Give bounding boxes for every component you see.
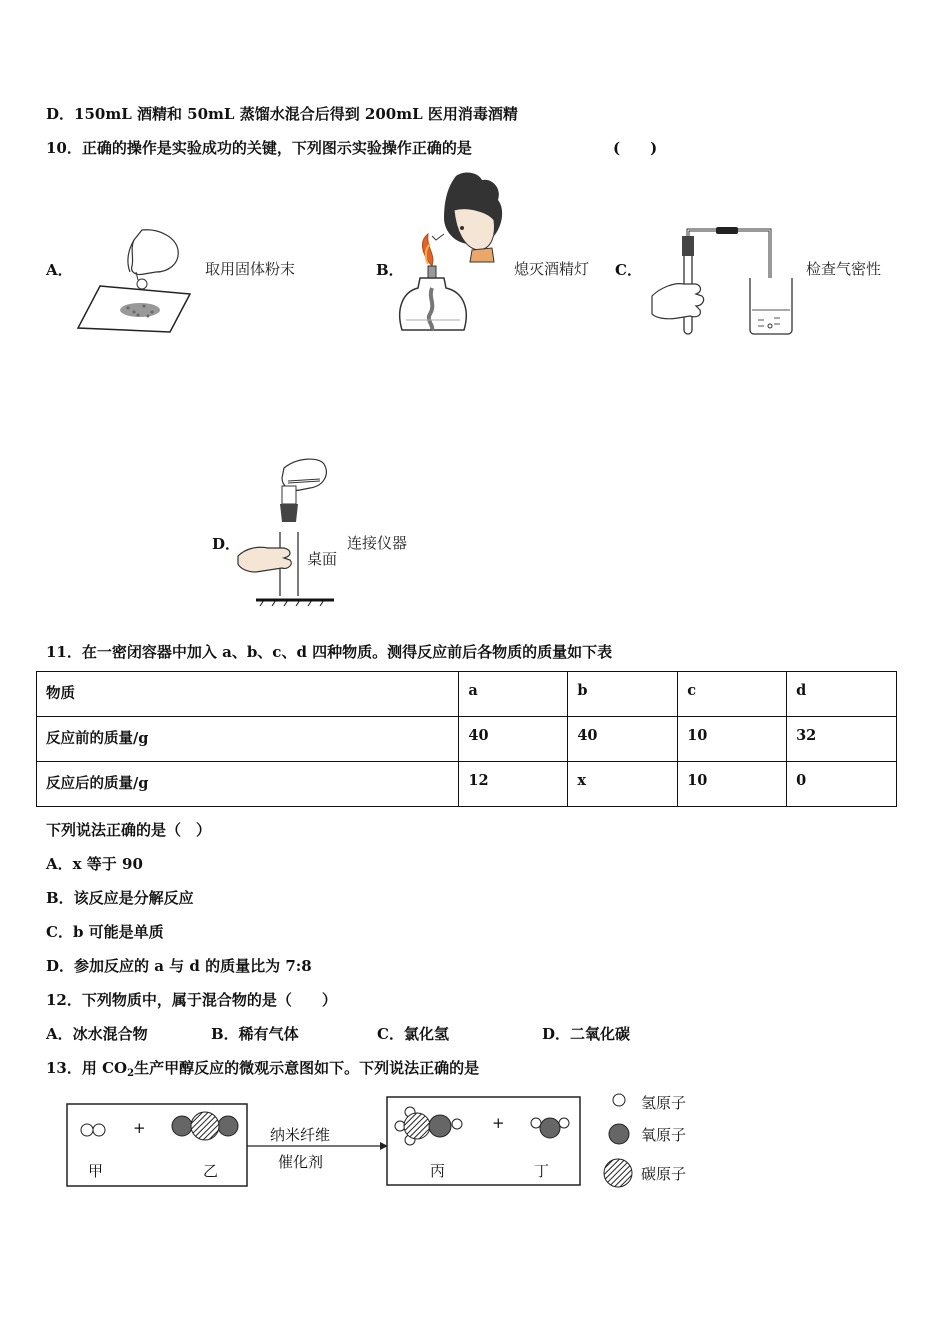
q12-option-b: B．稀有气体 bbox=[211, 1025, 299, 1043]
q13-stem bbox=[46, 1057, 479, 1079]
table-header-cell: 物质 bbox=[37, 672, 459, 717]
q11-prompt: 下列说法正确的是（ ） bbox=[46, 821, 212, 839]
table-row bbox=[37, 762, 897, 807]
airtightness-check-illustration bbox=[650, 226, 800, 338]
q12-option-c: C．氯化氢 bbox=[377, 1025, 449, 1043]
table-cell: x bbox=[568, 762, 678, 807]
q11-option-a: A．x 等于 90 bbox=[46, 855, 143, 873]
product-2-label: 丁 bbox=[534, 1162, 550, 1180]
table-row bbox=[37, 717, 897, 762]
table-cell: 反应前的质量/g bbox=[37, 717, 459, 762]
table-cell: 40 bbox=[568, 717, 678, 762]
q12-stem: 12．下列物质中，属于混合物的是（ ） bbox=[46, 991, 337, 1009]
q11-option-d: D．参加反应的 a 与 d 的质量比为 7:8 bbox=[46, 957, 312, 975]
q10-option-b-caption: 熄灭酒精灯 bbox=[514, 260, 590, 278]
q12-option-d: D．二氧化碳 bbox=[542, 1025, 631, 1043]
reactant-2-label: 乙 bbox=[203, 1162, 219, 1180]
q11-option-c: C．b 可能是单质 bbox=[46, 923, 164, 941]
reactant-1-label: 甲 bbox=[88, 1162, 104, 1180]
table-cell: 10 bbox=[678, 717, 787, 762]
legend-oxygen: 氧原子 bbox=[641, 1126, 687, 1144]
q10-option-d-caption: 连接仪器 bbox=[347, 534, 408, 552]
product-plus: + bbox=[492, 1114, 505, 1132]
table-header-cell: a bbox=[459, 672, 568, 717]
q10-option-a-letter: A． bbox=[46, 261, 73, 279]
table-header-cell: d bbox=[787, 672, 897, 717]
q10-option-c-caption: 检查气密性 bbox=[806, 260, 882, 278]
q10-option-a-caption: 取用固体粉末 bbox=[205, 260, 296, 278]
q13-stem-prefix: 13．用 CO bbox=[46, 1059, 128, 1077]
q10-option-d-letter: D． bbox=[212, 535, 241, 553]
reaction-diagram bbox=[60, 1090, 710, 1195]
table-cell: 反应后的质量/g bbox=[37, 762, 459, 807]
q13-stem-suffix: 生产甲醇反应的微观示意图如下。下列说法正确的是 bbox=[134, 1059, 480, 1077]
q13-stem-subscript: 2 bbox=[127, 1068, 135, 1079]
legend-hydrogen: 氢原子 bbox=[641, 1094, 687, 1112]
q10-option-c-letter: C． bbox=[615, 261, 642, 279]
table-cell: 40 bbox=[459, 717, 568, 762]
q12-option-a: A．冰水混合物 bbox=[46, 1025, 148, 1043]
table-header-cell: c bbox=[678, 672, 787, 717]
q11-stem: 11．在一密闭容器中加入 a、b、c、d 四种物质。测得反应前后各物质的质量如下表 bbox=[46, 643, 613, 661]
table-cell: 10 bbox=[678, 762, 787, 807]
connecting-apparatus-illustration bbox=[236, 456, 346, 606]
legend-carbon: 碳原子 bbox=[641, 1165, 687, 1183]
q9-option-d: D．150mL 酒精和 50mL 蒸馏水混合后得到 200mL 医用消毒酒精 bbox=[46, 105, 518, 123]
desktop-label: 桌面 bbox=[307, 550, 338, 568]
q11-option-b: B．该反应是分解反应 bbox=[46, 889, 194, 907]
q10-stem: 10．正确的操作是实验成功的关键，下列图示实验操作正确的是 bbox=[46, 139, 472, 157]
catalyst-condition-top: 纳米纤维 bbox=[270, 1126, 331, 1144]
catalyst-condition-bottom: 催化剂 bbox=[278, 1153, 324, 1171]
table-header-row bbox=[37, 672, 897, 717]
blowing-out-alcohol-lamp-illustration bbox=[398, 170, 513, 335]
reactant-plus: + bbox=[133, 1119, 146, 1137]
table-header-cell: b bbox=[568, 672, 678, 717]
table-cell: 32 bbox=[787, 717, 897, 762]
powder-handling-illustration bbox=[72, 228, 202, 338]
mass-table bbox=[36, 671, 897, 807]
table-cell: 12 bbox=[459, 762, 568, 807]
table-cell: 0 bbox=[787, 762, 897, 807]
product-1-label: 丙 bbox=[430, 1162, 446, 1180]
q10-option-b-letter: B． bbox=[376, 261, 404, 279]
q10-answer-bracket: ( ) bbox=[613, 139, 658, 157]
